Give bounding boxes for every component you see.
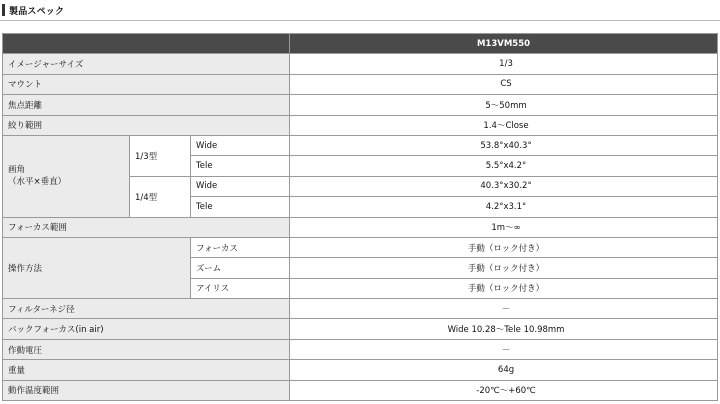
table-header-row [3, 34, 718, 54]
format-13-label: 1/3型 [130, 135, 191, 176]
row-label: 作動電圧 [3, 339, 290, 359]
row-value: Wide 10.28～Tele 10.98mm [290, 319, 718, 339]
table-row [3, 54, 718, 74]
format-14-label: 1/4型 [130, 176, 191, 217]
table-row [3, 217, 718, 237]
row-value: － [290, 339, 718, 359]
wide-label: Wide [191, 135, 290, 155]
row-value: -20℃～+60℃ [290, 380, 718, 400]
zoom-label: ズーム [191, 258, 290, 278]
row-label: バックフォーカス(in air) [3, 319, 290, 339]
table-row [3, 95, 718, 115]
view-angle-label-line1: 画角 [8, 165, 26, 176]
row-value: 1m～∞ [290, 217, 718, 237]
row-value: 手動（ロック付き） [290, 237, 718, 257]
model-name: M13VM550 [290, 34, 718, 54]
row-value: 手動（ロック付き） [290, 258, 718, 278]
wide-label: Wide [191, 176, 290, 196]
section-header [0, 0, 720, 20]
focus-label: フォーカス [191, 237, 290, 257]
table-row [3, 115, 718, 135]
tele-label: Tele [191, 156, 290, 176]
table-row [3, 319, 718, 339]
row-label: イメージャーサイズ [3, 54, 290, 74]
spec-table [2, 33, 718, 401]
row-label: フォーカス範囲 [3, 217, 290, 237]
row-value: 1.4～Close [290, 115, 718, 135]
row-value: 53.8°x40.3° [290, 135, 718, 155]
table-row [3, 299, 718, 319]
header-marker [2, 4, 5, 16]
table-row [3, 380, 718, 400]
table-row [3, 339, 718, 359]
row-value: CS [290, 74, 718, 94]
row-label: マウント [3, 74, 290, 94]
row-value: 4.2°x3.1° [290, 197, 718, 217]
row-label: 重量 [3, 360, 290, 380]
view-angle-label [3, 135, 130, 217]
row-value: 5.5°x4.2° [290, 156, 718, 176]
row-label: 動作温度範囲 [3, 380, 290, 400]
row-value: 1/3 [290, 54, 718, 74]
view-angle-label-line2: （水平×垂直） [8, 177, 67, 188]
row-value: 40.3°x30.2° [290, 176, 718, 196]
row-label: 絞り範囲 [3, 115, 290, 135]
tele-label: Tele [191, 197, 290, 217]
header-divider [0, 20, 720, 21]
row-label: 焦点距離 [3, 95, 290, 115]
row-value: 手動（ロック付き） [290, 278, 718, 298]
section-title: 製品スペック [9, 6, 65, 17]
table-row [3, 237, 718, 257]
row-label: フィルターネジ径 [3, 299, 290, 319]
table-row [3, 74, 718, 94]
iris-label: アイリス [191, 278, 290, 298]
row-value: 64g [290, 360, 718, 380]
table-row [3, 360, 718, 380]
operation-label: 操作方法 [3, 237, 191, 298]
table-row [3, 135, 718, 155]
header-blank-cell [3, 34, 290, 54]
row-value: － [290, 299, 718, 319]
row-value: 5～50mm [290, 95, 718, 115]
